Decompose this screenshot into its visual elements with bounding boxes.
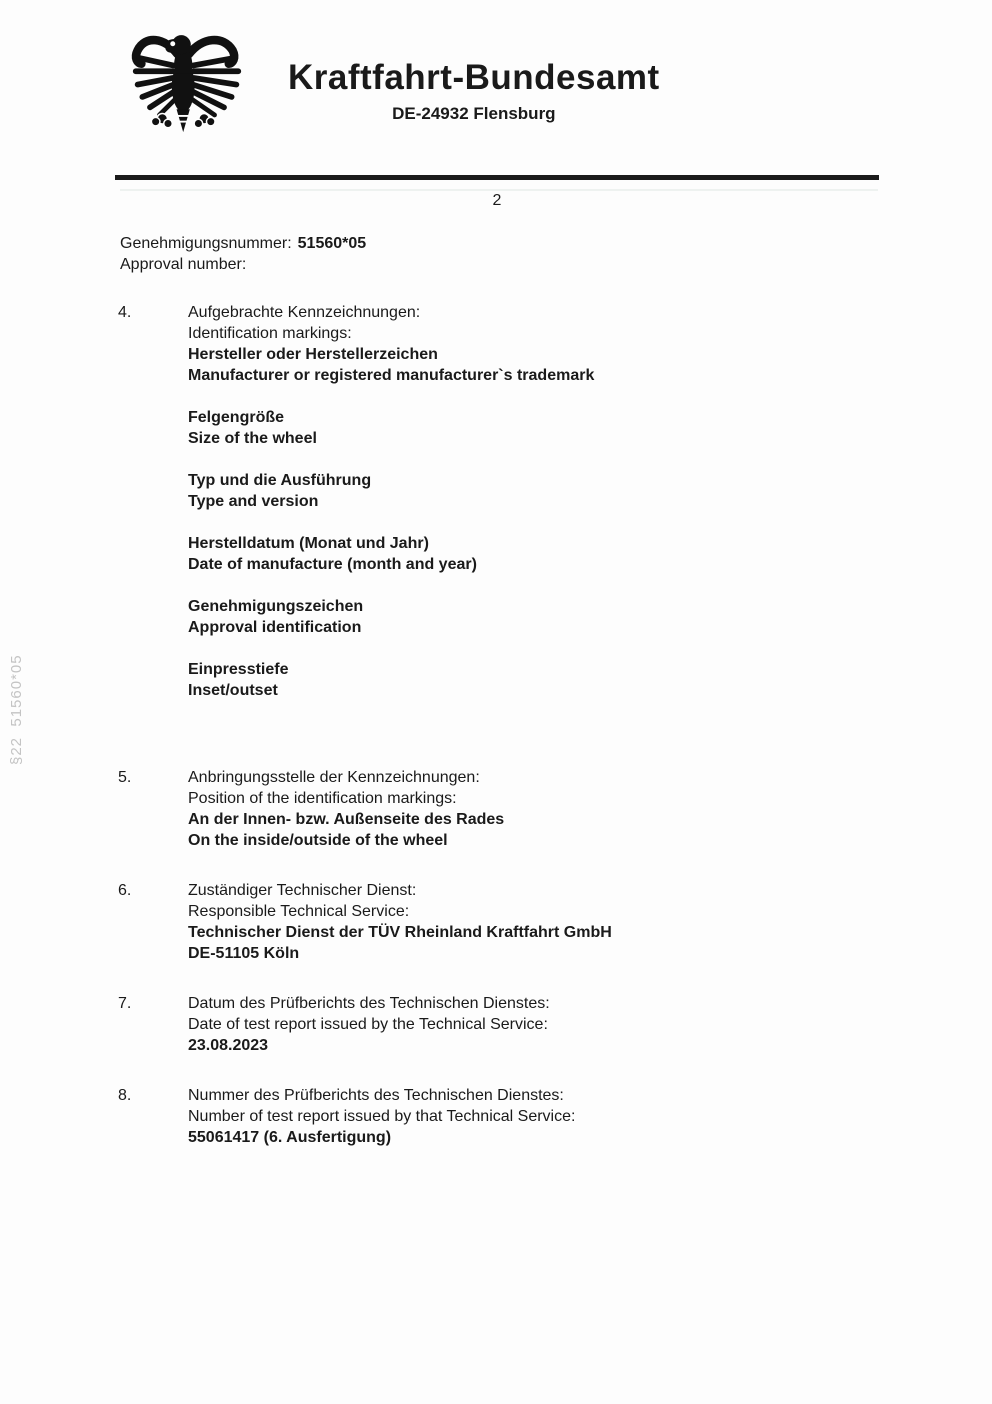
item-group <box>188 470 594 512</box>
authority-address: DE-24932 Flensburg <box>392 104 556 123</box>
item-line: 55061417 (6. Ausfertigung) <box>188 1129 392 1146</box>
page-number: 2 <box>492 192 502 209</box>
item-group <box>188 533 594 575</box>
item-line: Identification markings: <box>188 325 352 342</box>
item-line: Manufacturer or registered manufacturer`s trademark <box>188 367 595 384</box>
approval-number-value: 51560*05 <box>297 235 367 252</box>
document-item <box>118 993 612 1056</box>
approval-number-label-de: Genehmigungsnummer: <box>120 235 292 252</box>
item-line: Felgengröße <box>188 409 285 426</box>
item-body <box>188 1085 575 1148</box>
item-line: Zuständiger Technischer Dienst: <box>188 882 417 899</box>
item-line: Date of manufacture (month and year) <box>188 556 477 573</box>
item-body <box>188 993 550 1056</box>
document-item <box>118 302 612 701</box>
item-line: Inset/outset <box>188 682 278 699</box>
item-group <box>188 880 612 964</box>
item-line: Date of test report issued by the Technical Service: <box>188 1016 548 1033</box>
item-number: 7. <box>118 995 132 1012</box>
item-line: Genehmigungszeichen <box>188 598 364 615</box>
item-line: An der Innen- bzw. Außenseite des Rades <box>188 811 505 828</box>
item-line: Datum des Prüfberichts des Technischen Dienstes: <box>188 995 550 1012</box>
title-block <box>288 58 660 124</box>
item-body <box>188 302 594 701</box>
item-number: 5. <box>118 769 132 786</box>
header-rule-shadow <box>120 189 878 191</box>
item-group <box>188 993 550 1056</box>
item-line: Typ und die Ausführung <box>188 472 372 489</box>
item-group <box>188 407 594 449</box>
approval-number-line-de <box>120 233 366 254</box>
item-body <box>188 880 612 964</box>
item-line: Type and version <box>188 493 319 510</box>
approval-number-block <box>120 233 366 275</box>
item-body <box>188 767 504 851</box>
item-number: 8. <box>118 1087 132 1104</box>
item-line: On the inside/outside of the wheel <box>188 832 448 849</box>
header-rule <box>115 175 879 180</box>
item-line: Herstelldatum (Monat und Jahr) <box>188 535 429 552</box>
item-line: Anbringungsstelle der Kennzeichnungen: <box>188 769 480 786</box>
item-line: Einpresstiefe <box>188 661 289 678</box>
item-line: 23.08.2023 <box>188 1037 269 1054</box>
item-line: DE-51105 Köln <box>188 945 300 962</box>
document-item <box>118 767 612 851</box>
authority-title: Kraftfahrt-Bundesamt <box>288 58 660 97</box>
item-group <box>188 1085 575 1148</box>
item-line: Nummer des Prüfberichts des Technischen Dienstes: <box>188 1087 564 1104</box>
item-group <box>188 767 504 851</box>
item-line: Technischer Dienst der TÜV Rheinland Kraftfahrt GmbH <box>188 924 612 941</box>
item-line: Aufgebrachte Kennzeichnungen: <box>188 304 421 321</box>
item-line: Approval identification <box>188 619 362 636</box>
german-federal-eagle-icon <box>130 30 244 142</box>
item-line: Size of the wheel <box>188 430 317 447</box>
item-line: Hersteller oder Herstellerzeichen <box>188 346 438 363</box>
item-line: Number of test report issued by that Technical Service: <box>188 1108 576 1125</box>
items-list <box>118 302 612 1177</box>
approval-number-label-en: Approval number: <box>120 256 247 273</box>
item-group <box>188 302 594 386</box>
item-group <box>188 596 594 638</box>
item-group <box>188 659 594 701</box>
item-line: Responsible Technical Service: <box>188 903 410 920</box>
item-number: 6. <box>118 882 132 899</box>
item-line: Position of the identification markings: <box>188 790 457 807</box>
item-number: 4. <box>118 304 132 321</box>
document-item <box>118 1085 612 1148</box>
side-reference-label: §22 51560*05 <box>8 654 25 765</box>
document-item <box>118 880 612 964</box>
document-header <box>130 30 660 142</box>
